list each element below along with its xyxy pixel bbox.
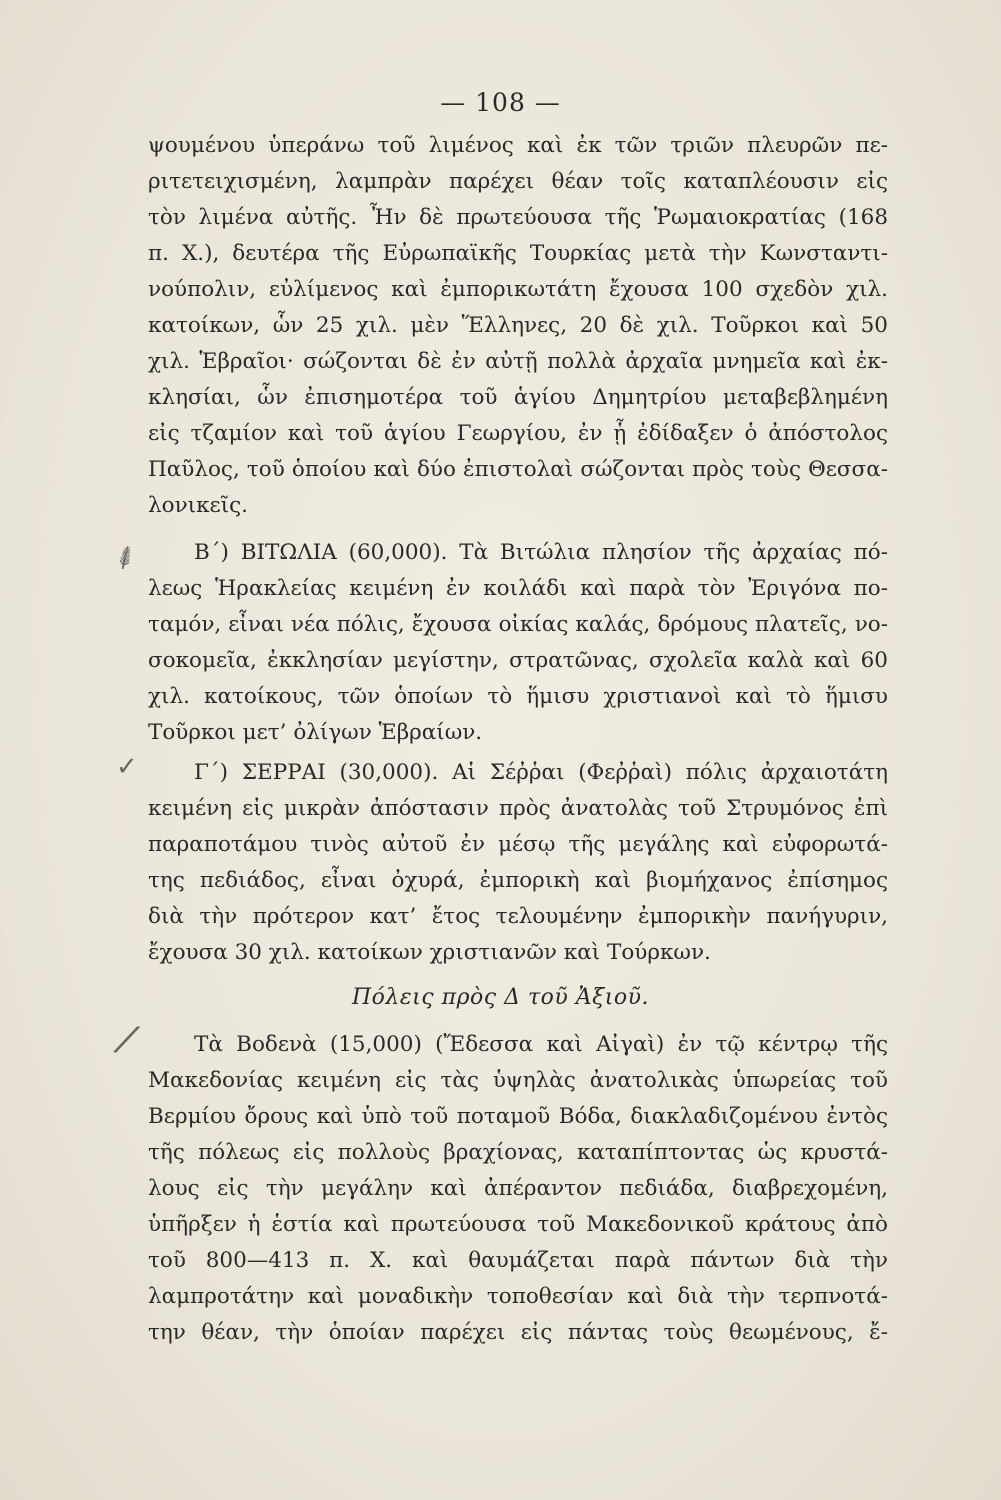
text-line: ὑπῆρξεν ἡ ἑστία καὶ πρωτεύουσα τοῦ Μακεδονικοῦ κράτους ἀπὸ: [148, 1212, 888, 1237]
margin-check-mark: ✓: [116, 752, 138, 782]
page-number: — 108 —: [440, 88, 561, 117]
text-line: της πεδιάδος, εἶναι ὀχυρά, ἐμπορικὴ καὶ βιομήχανος ἐπίσημος: [148, 868, 888, 893]
text-line: χιλ. Ἑβραῖοι· σώζονται δὲ ἐν αὐτῇ πολλὰ ἀρχαῖα μνημεῖα καὶ ἐκ-: [148, 349, 888, 374]
text-line: κειμένη εἰς μικρὰν ἀπόστασιν πρὸς ἀνατολὰς τοῦ Στρυμόνος ἐπὶ: [148, 796, 888, 821]
text-line: ταμόν, εἶναι νέα πόλις, ἔχουσα οἰκίας καλάς, δρόμους πλατεῖς, νο-: [148, 612, 888, 637]
text-line: ψουμένου ὑπεράνω τοῦ λιμένος καὶ ἐκ τῶν τριῶν πλευρῶν πε-: [148, 133, 888, 158]
text-line: διὰ τὴν πρότερον κατ’ ἔτος τελουμένην ἐμπορικὴν πανήγυριν,: [148, 904, 888, 929]
text-line: τὸν λιμένα αὐτῆς. Ἦν δὲ πρωτεύουσα τῆς Ῥωμαιοκρατίας (168: [148, 205, 888, 230]
text-line: Β΄) ΒΙΤΩΛΙΑ (60,000). Τὰ Βιτώλια πλησίον τῆς ἀρχαίας πό-: [194, 540, 888, 565]
section-heading: Πόλεις πρὸς Δ τοῦ Ἀξιοῦ.: [352, 985, 649, 1010]
text-line: κλησίαι, ὧν ἐπισημοτέρα τοῦ ἁγίου Δημητρίου μεταβεβλημένη: [148, 385, 888, 410]
text-line: λεως Ἡρακλείας κειμένη ἐν κοιλάδι καὶ παρὰ τὸν Ἐριγόνα πο-: [148, 576, 888, 601]
paragraph-bitola: [148, 535, 888, 751]
text-line: Μακεδονίας κειμένη εἰς τὰς ὑψηλὰς ἀνατολικὰς ὑπωρείας τοῦ: [148, 1068, 888, 1093]
text-line: παραποτάμου τινὸς αὐτοῦ ἐν μέσῳ τῆς μεγάλης καὶ εὐφορωτά-: [148, 832, 888, 857]
text-line: εἰς τζαμίον καὶ τοῦ ἁγίου Γεωργίου, ἐν ᾗ ἐδίδαξεν ὁ ἀπόστολος: [148, 421, 888, 446]
paragraph-edessa: [148, 1027, 888, 1351]
text-line: λαμπροτάτην καὶ μοναδικὴν τοποθεσίαν καὶ διὰ τὴν τερπνοτά-: [148, 1284, 888, 1309]
text-line: Παῦλος, τοῦ ὁποίου καὶ δύο ἐπιστολαὶ σώζονται πρὸς τοὺς Θεσσα-: [148, 457, 888, 482]
paragraph-serres: [148, 755, 888, 971]
text-line: κατοίκων, ὧν 25 χιλ. μὲν Ἕλληνες, 20 δὲ χιλ. Τοῦρκοι καὶ 50: [148, 313, 888, 338]
text-line: ἔχουσα 30 χιλ. κατοίκων χριστιανῶν καὶ Τούρκων.: [148, 940, 711, 965]
text-line: Τὰ Βοδενὰ (15,000) (Ἔδεσσα καὶ Αἰγαὶ) ἐν τῷ κέντρῳ τῆς: [194, 1032, 888, 1057]
margin-pencil-mark: ⸙: [107, 533, 144, 580]
margin-pencil-mark: ⁄: [118, 1017, 135, 1065]
text-line: σοκομεῖα, ἐκκλησίαν μεγίστην, στρατῶνας, σχολεῖα καλὰ καὶ 60: [148, 648, 888, 673]
text-line: την θέαν, τὴν ὁποίαν παρέχει εἰς πάντας τοὺς θεωμένους, ἔ-: [148, 1320, 888, 1345]
text-line: τοῦ 800—413 π. Χ. καὶ θαυμάζεται παρὰ πάντων διὰ τὴν: [148, 1248, 888, 1273]
text-line: ριτετειχισμένη, λαμπρὰν παρέχει θέαν τοῖς καταπλέουσιν εἰς: [148, 169, 888, 194]
text-line: λονικεῖς.: [148, 493, 248, 518]
text-line: π. Χ.), δευτέρα τῆς Εὐρωπαϊκῆς Τουρκίας μετὰ τὴν Κωνσταντι-: [148, 241, 888, 266]
text-line: τῆς πόλεως εἰς πολλοὺς βραχίονας, καταπίπτοντας ὡς κρυστά-: [148, 1140, 888, 1165]
paragraph-thessaloniki: [148, 128, 888, 524]
text-line: Γ΄) ΣΕΡΡΑΙ (30,000). Αἱ Σέῤῥαι (Φεῤῥαὶ) πόλις ἀρχαιοτάτη: [194, 760, 888, 785]
text-line: Βερμίου ὄρους καὶ ὑπὸ τοῦ ποταμοῦ Βόδα, διακλαδιζομένου ἐντὸς: [148, 1104, 888, 1129]
text-line: Τοῦρκοι μετ’ ὀλίγων Ἑβραίων.: [148, 720, 483, 745]
text-line: χιλ. κατοίκους, τῶν ὁποίων τὸ ἥμισυ χριστιανοὶ καὶ τὸ ἥμισυ: [148, 684, 888, 709]
text-line: νούπολιν, εὐλίμενος καὶ ἐμπορικωτάτη ἔχουσα 100 σχεδὸν χιλ.: [148, 277, 888, 302]
text-line: λους εἰς τὴν μεγάλην καὶ ἀπέραντον πεδιάδα, διαβρεχομένη,: [148, 1176, 888, 1201]
